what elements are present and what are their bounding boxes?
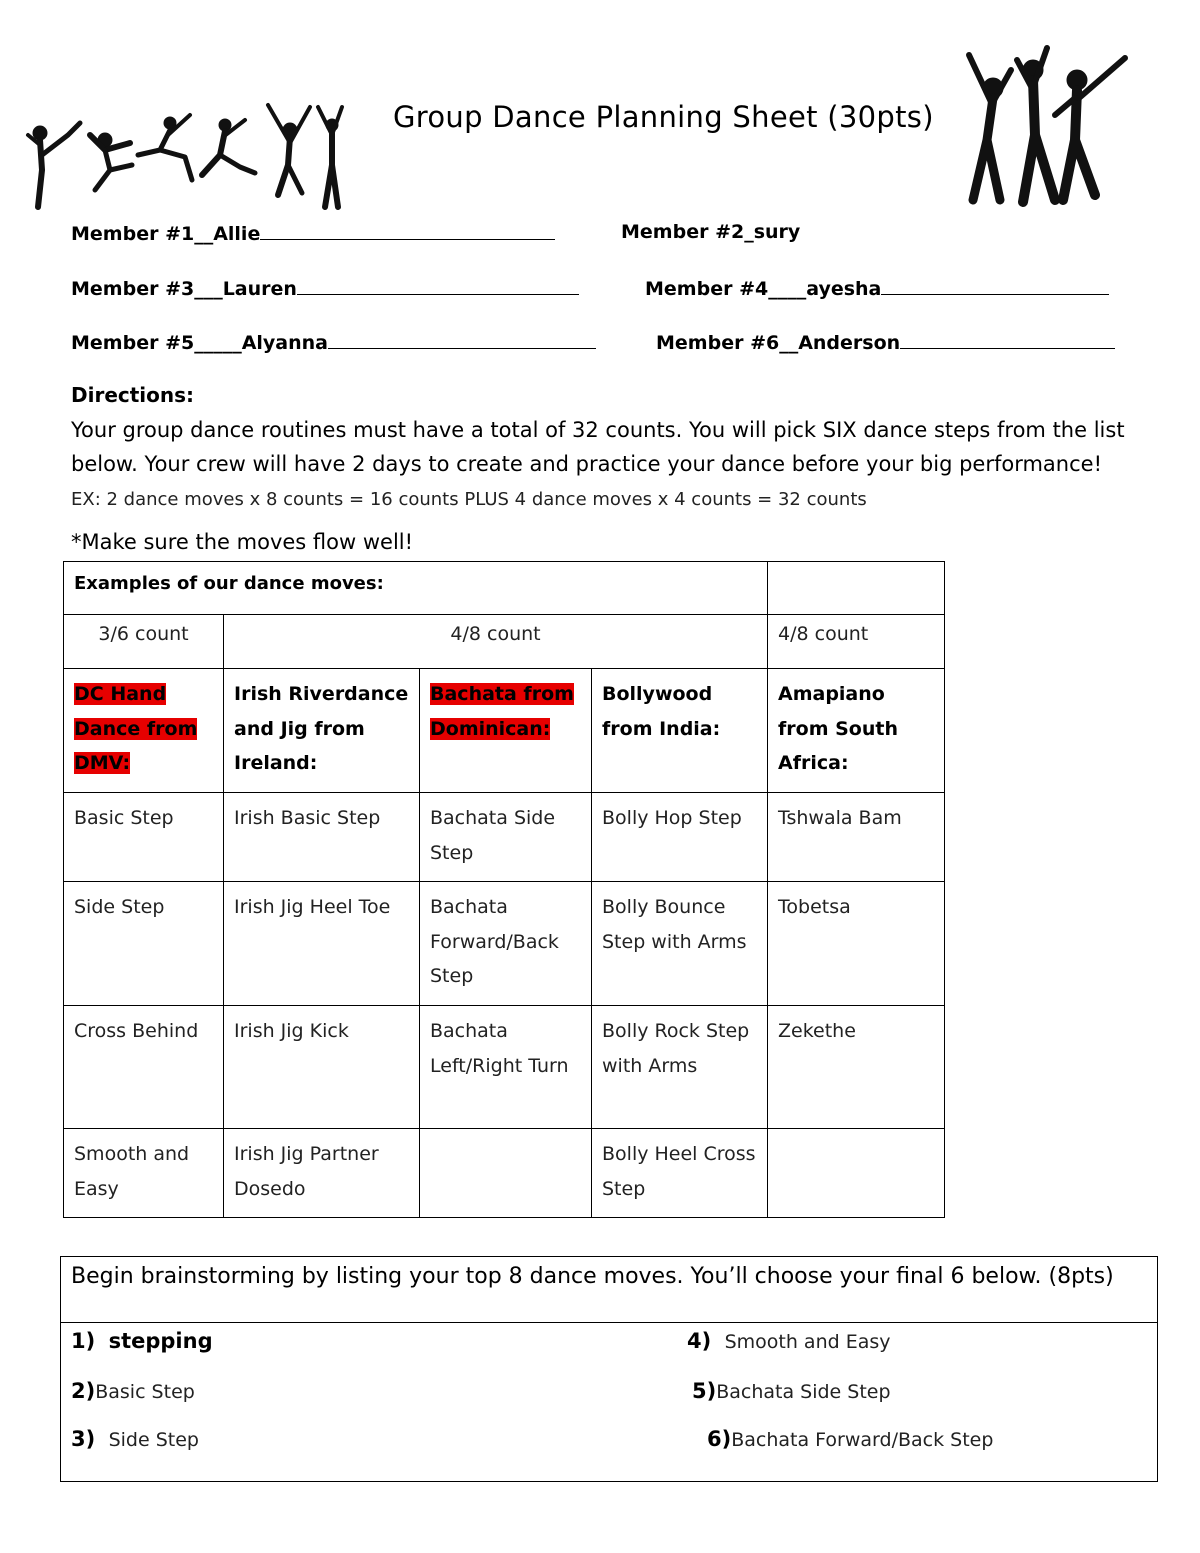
member-name[interactable]: Anderson [798, 332, 901, 354]
brainstorm-heading: Begin brainstorming by listing your top 8 dance moves. You’ll choose your final 6 below. (8pts) [61, 1257, 1157, 1323]
member-6 [656, 330, 1115, 354]
member-3 [71, 276, 579, 300]
move-cell: Smooth and Easy [64, 1129, 224, 1218]
member-4 [645, 276, 1109, 300]
pick-5 [692, 1379, 891, 1403]
directions-heading: Directions: [71, 383, 195, 407]
move-cell: Irish Basic Step [224, 793, 420, 882]
move-cell: Bolly Hop Step [592, 793, 768, 882]
move-cell: Side Step [64, 882, 224, 1006]
member-label: Member #1__ [71, 223, 214, 245]
move-cell: Bachata Forward/Back Step [420, 882, 592, 1006]
style-header [420, 669, 592, 793]
move-cell: Bolly Heel Cross Step [592, 1129, 768, 1218]
dancer-silhouettes-left-icon [20, 95, 345, 215]
dancer-silhouettes-right-icon [955, 40, 1130, 210]
move-cell: Bachata Left/Right Turn [420, 1006, 592, 1129]
move-cell: Tobetsa [768, 882, 945, 1006]
pick-1 [71, 1329, 213, 1353]
brainstorm-box [60, 1256, 1158, 1482]
member-1 [71, 221, 555, 245]
move-cell: Irish Jig Kick [224, 1006, 420, 1129]
count-cell: 4/8 count [224, 615, 768, 669]
pick-text[interactable]: Bachata Side Step [716, 1381, 891, 1403]
table-row [64, 793, 945, 882]
member-label: Member #3___ [71, 278, 223, 300]
table-cell [768, 562, 945, 615]
pick-number: 3) [71, 1427, 96, 1451]
pick-number: 6) [707, 1427, 732, 1451]
table-row [64, 562, 945, 615]
examples-title-cell [64, 562, 768, 615]
member-name[interactable]: Alyanna [241, 332, 329, 354]
pick-2 [71, 1379, 195, 1403]
style-header: Irish Riverdance and Jig from Ireland: [224, 669, 420, 793]
member-name[interactable]: sury [753, 221, 801, 243]
move-cell [768, 1129, 945, 1218]
table-row [64, 669, 945, 793]
pick-number: 4) [687, 1329, 712, 1353]
style-header [64, 669, 224, 793]
pick-text[interactable]: stepping [108, 1329, 213, 1353]
dance-moves-table [63, 561, 945, 1218]
style-header-label: DC Hand Dance from DMV: [74, 683, 198, 774]
member-label: Member #6__ [656, 332, 799, 354]
pick-4 [687, 1329, 891, 1353]
style-header-label: Bachata from Dominican: [430, 683, 574, 740]
style-header: Amapiano from South Africa: [768, 669, 945, 793]
examples-title: Examples of our dance moves: [74, 573, 384, 594]
pick-text[interactable]: Bachata Forward/Back Step [731, 1429, 994, 1451]
member-name[interactable]: ayesha [806, 278, 882, 300]
move-cell: Bolly Bounce Step with Arms [592, 882, 768, 1006]
move-cell: Irish Jig Partner Dosedo [224, 1129, 420, 1218]
member-name[interactable]: Allie [213, 223, 261, 245]
move-cell [420, 1129, 592, 1218]
move-cell: Tshwala Bam [768, 793, 945, 882]
move-cell: Zekethe [768, 1006, 945, 1129]
directions-text: Your group dance routines must have a total of 32 counts. You will pick SIX dance steps from the list below. Your crew will have 2 days to create and practice your dance before your big performance! [71, 418, 1125, 476]
flow-note: *Make sure the moves flow well! [71, 530, 414, 554]
pick-number: 1) [71, 1329, 96, 1353]
directions-body [71, 414, 1131, 517]
pick-6 [707, 1427, 993, 1451]
move-cell: Bachata Side Step [420, 793, 592, 882]
directions-example: EX: 2 dance moves x 8 counts = 16 counts PLUS 4 dance moves x 4 counts = 32 counts [71, 489, 867, 510]
member-2 [621, 221, 800, 243]
pick-text[interactable]: Side Step [108, 1429, 199, 1451]
move-cell: Irish Jig Heel Toe [224, 882, 420, 1006]
count-cell: 4/8 count [768, 615, 945, 669]
table-row [64, 615, 945, 669]
pick-3 [71, 1427, 199, 1451]
member-label: Member #2_ [621, 221, 754, 243]
move-cell: Bolly Rock Step with Arms [592, 1006, 768, 1129]
table-row [64, 1129, 945, 1218]
pick-text[interactable]: Basic Step [95, 1381, 195, 1403]
pick-number: 5) [692, 1379, 717, 1403]
member-label: Member #5_____ [71, 332, 242, 354]
pick-number: 2) [71, 1379, 96, 1403]
count-cell: 3/6 count [64, 615, 224, 669]
table-row [64, 1006, 945, 1129]
move-cell: Basic Step [64, 793, 224, 882]
member-name[interactable]: Lauren [222, 278, 297, 300]
member-label: Member #4____ [645, 278, 807, 300]
pick-text[interactable]: Smooth and Easy [724, 1331, 891, 1353]
table-row [64, 882, 945, 1006]
style-header: Bollywood from India: [592, 669, 768, 793]
member-5 [71, 330, 596, 354]
page-title: Group Dance Planning Sheet (30pts) [393, 100, 934, 134]
move-cell: Cross Behind [64, 1006, 224, 1129]
